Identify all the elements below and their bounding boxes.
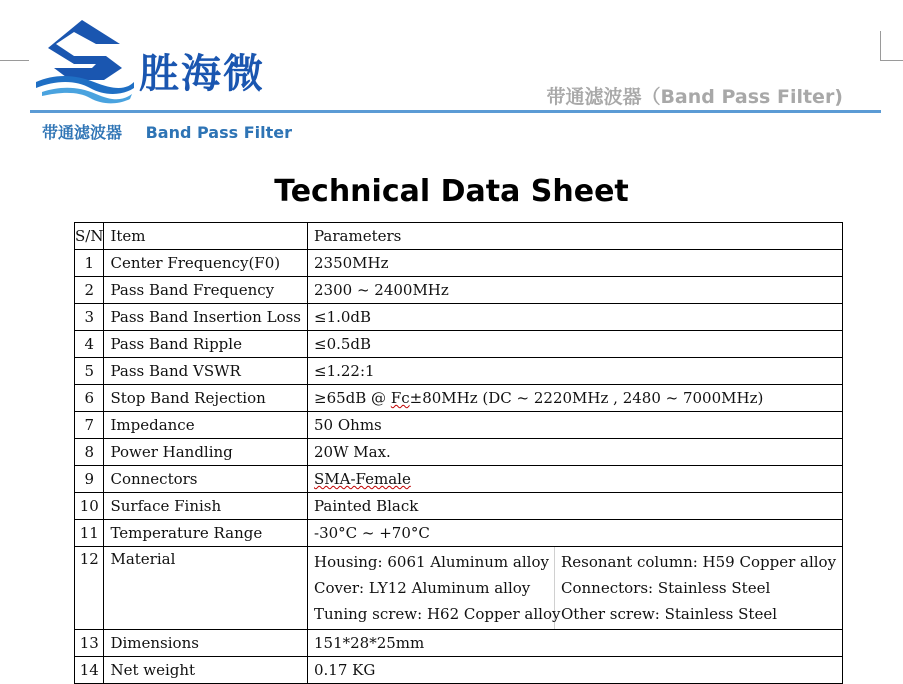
table-row (75, 466, 843, 493)
table-row (75, 250, 843, 277)
document-title: Technical Data Sheet (274, 174, 629, 209)
cell-param (308, 466, 843, 493)
table-row (75, 657, 843, 684)
cell-item: Pass Band Ripple (104, 331, 308, 358)
header-product-title: 带通滤波器（Band Pass Filter) (546, 86, 843, 108)
cell-param: 20W Max. (308, 439, 843, 466)
wave-logo-icon (34, 16, 139, 106)
cell-param: 151*28*25mm (308, 630, 843, 657)
logo-text: 胜海微 (139, 51, 265, 97)
table-row (75, 385, 843, 412)
cell-param: ≤0.5dB (308, 331, 843, 358)
company-logo (34, 16, 304, 116)
column-header-parameters: Parameters (308, 223, 843, 250)
cell-item: Temperature Range (104, 520, 308, 547)
cell-param: ≤1.22:1 (308, 358, 843, 385)
material-connectors: Connectors: Stainless Steel (561, 579, 771, 597)
crop-mark-top-right-vertical (880, 31, 881, 60)
cell-item: Impedance (104, 412, 308, 439)
cell-item: Material (104, 547, 308, 630)
header-divider (30, 110, 881, 113)
table-row (75, 630, 843, 657)
cell-param: 2350MHz (308, 250, 843, 277)
cell-item: Pass Band VSWR (104, 358, 308, 385)
cell-sn: 3 (75, 304, 104, 331)
table-row (75, 304, 843, 331)
cell-param: Painted Black (308, 493, 843, 520)
cell-sn: 5 (75, 358, 104, 385)
cell-sn: 2 (75, 277, 104, 304)
cell-sn: 14 (75, 657, 104, 684)
param-text: SMA-Female (314, 470, 411, 488)
table-row (75, 493, 843, 520)
table-row (75, 277, 843, 304)
cell-sn: 4 (75, 331, 104, 358)
product-subtitle-en: Band Pass Filter (145, 123, 292, 142)
fc-text: Fc (390, 389, 410, 407)
material-column-right (555, 547, 842, 629)
table-header-row (75, 223, 843, 250)
material-resonant-column: Resonant column: H59 Copper alloy (561, 553, 837, 571)
material-cover: Cover: LY12 Aluminum alloy (314, 579, 531, 597)
column-header-item: Item (104, 223, 308, 250)
param-text: ±80MHz (DC ~ 2220MHz , 2480 ~ 7000MHz) (409, 389, 764, 407)
table-row-material (75, 547, 843, 630)
cell-sn: 13 (75, 630, 104, 657)
table-row (75, 520, 843, 547)
table-row (75, 412, 843, 439)
cell-sn: 9 (75, 466, 104, 493)
param-text: ≥65dB @ (314, 389, 391, 407)
cell-sn: 7 (75, 412, 104, 439)
cell-material (308, 547, 843, 630)
cell-sn: 12 (75, 547, 104, 630)
material-column-left (308, 547, 561, 629)
crop-mark-top-right-horizontal (880, 60, 903, 61)
cell-item: Pass Band Frequency (104, 277, 308, 304)
cell-sn: 8 (75, 439, 104, 466)
cell-sn: 10 (75, 493, 104, 520)
cell-param: 0.17 KG (308, 657, 843, 684)
spec-table (74, 222, 843, 684)
table-row (75, 439, 843, 466)
cell-item: Surface Finish (104, 493, 308, 520)
material-other-screw: Other screw: Stainless Steel (561, 605, 778, 623)
cell-param: 50 Ohms (308, 412, 843, 439)
column-header-sn: S/N (75, 223, 104, 250)
cell-item: Net weight (104, 657, 308, 684)
cell-param: -30°C ~ +70°C (308, 520, 843, 547)
material-tuning-screw: Tuning screw: H62 Copper alloy (314, 605, 561, 623)
material-housing: Housing: 6061 Aluminum alloy (314, 553, 549, 571)
cell-param (308, 385, 843, 412)
table-row (75, 331, 843, 358)
cell-item: Power Handling (104, 439, 308, 466)
cell-item: Dimensions (104, 630, 308, 657)
cell-sn: 11 (75, 520, 104, 547)
cell-sn: 6 (75, 385, 104, 412)
cell-item: Pass Band Insertion Loss (104, 304, 308, 331)
cell-item: Center Frequency(F0) (104, 250, 308, 277)
cell-sn: 1 (75, 250, 104, 277)
cell-param: 2300 ~ 2400MHz (308, 277, 843, 304)
cell-param: ≤1.0dB (308, 304, 843, 331)
product-subtitle (42, 120, 310, 143)
cell-item: Stop Band Rejection (104, 385, 308, 412)
product-subtitle-cn: 带通滤波器 (42, 123, 123, 142)
cell-item: Connectors (104, 466, 308, 493)
crop-mark-top-left (0, 60, 29, 61)
table-row (75, 358, 843, 385)
